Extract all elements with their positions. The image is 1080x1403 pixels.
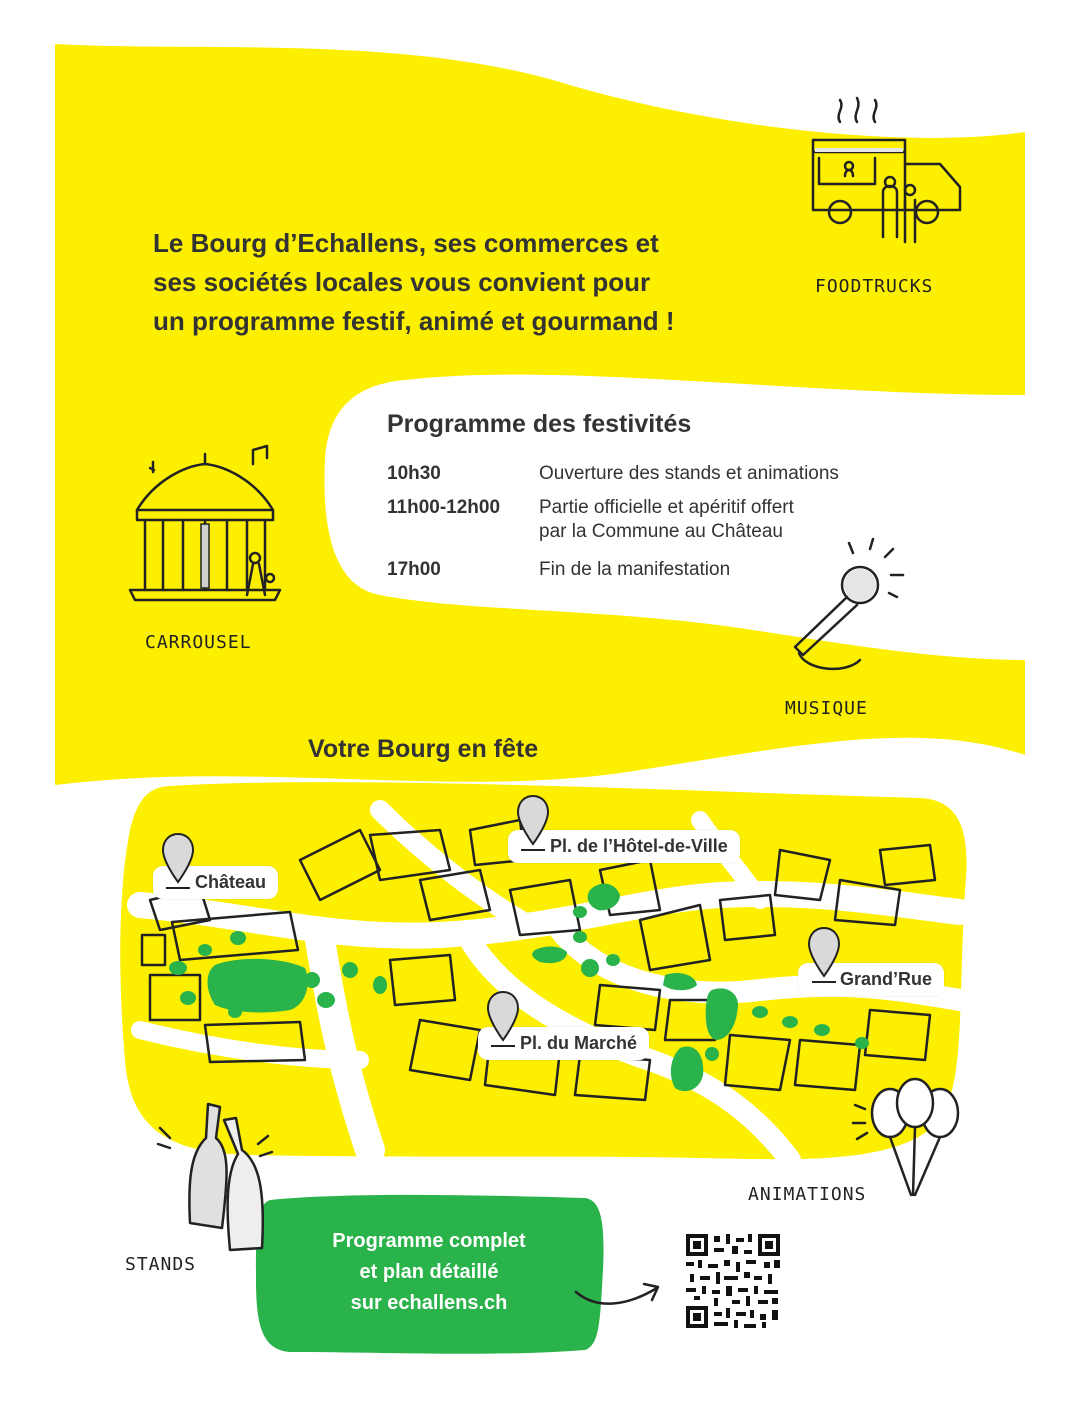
location-marche-label: Pl. du Marché [520, 1033, 638, 1053]
schedule-description: Fin de la manifestation [539, 559, 731, 580]
intro-line-1: Le Bourg d’Echallens, ses commerces et [153, 228, 659, 258]
location-chateau-label: Château [195, 872, 267, 892]
schedule-time: 17h00 [387, 559, 441, 580]
schedule-time: 11h00-12h00 [387, 497, 501, 518]
cta-block[interactable] [256, 1196, 602, 1348]
carousel-icon [125, 440, 290, 610]
stands-label: STANDS [125, 1254, 197, 1275]
microphone-icon [785, 535, 915, 675]
cta-line-1: Programme complet [332, 1229, 526, 1252]
intro-line-2: ses sociétés locales vous convient pour [153, 267, 651, 297]
schedule-description-line-1: Partie officielle et apéritif offert [539, 497, 794, 518]
map-pin-icon [806, 926, 842, 986]
map-pin-icon [485, 990, 521, 1050]
intro-line-3: un programme festif, animé et gourmand ! [153, 306, 675, 336]
location-hotel-de-ville-label: Pl. de l’Hôtel-de-Ville [550, 836, 728, 856]
map-pin-icon [160, 832, 196, 892]
map-pin-icon [515, 794, 551, 854]
foodtrucks-label: FOODTRUCKS [815, 276, 934, 297]
arrow-icon [572, 1270, 667, 1315]
cta-line-2: et plan détaillé [359, 1260, 499, 1283]
schedule-description-line-2: par la Commune au Château [539, 521, 783, 542]
programme-title: Programme des festivités [387, 410, 692, 438]
schedule-description: Ouverture des stands et animations [539, 463, 839, 484]
musique-label: MUSIQUE [785, 698, 868, 719]
intro-text [153, 224, 793, 341]
map-title: Votre Bourg en fête [308, 735, 539, 763]
schedule-time: 10h30 [387, 463, 441, 484]
qr-code-icon[interactable] [684, 1232, 782, 1330]
animations-label: ANIMATIONS [748, 1184, 867, 1205]
food-truck-icon [805, 92, 970, 252]
location-grand-rue-label: Grand’Rue [840, 969, 933, 989]
cta-line-3: sur echallens.ch [350, 1291, 508, 1314]
carrousel-label: CARROUSEL [145, 632, 252, 653]
